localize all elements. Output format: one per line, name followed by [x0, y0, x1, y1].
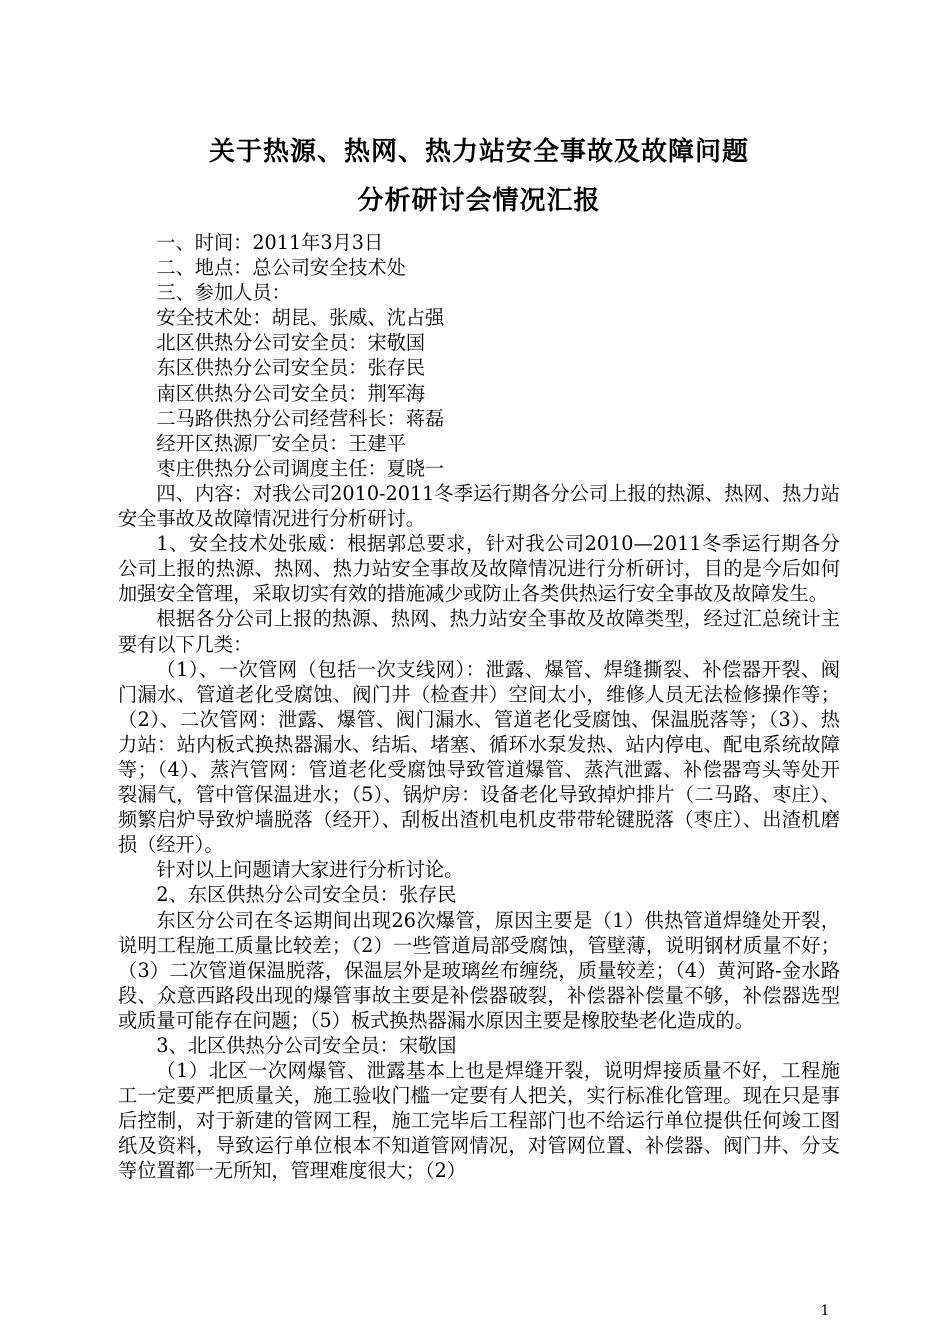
paragraph-speaker-zhangwei: 1、安全技术处张威：根据郭总要求，针对我公司2010—2011冬季运行期各分公司上报的热源、热网、热力站安全事故及故障情况进行分析研讨，目的是今后如何加强安全管理，采取切实有效的措施减少或防止各类供热运行安全事故及故障发生。 [118, 532, 840, 606]
paragraph-north-report: （1）北区一次网爆管、泄露基本上也是焊缝开裂，说明焊接质量不好，工程施工一定要严把质量关，施工验收门槛一定要有人把关，实行标准化管理。现在只是事后控制，对于新建的管网工程，施工完毕后工程部门也不给运行单位提供任何竣工图纸及资料，导致运行单位根本不知道管网情况，对管网位置、补偿器、阀门井、分支等位置都一无所知，管理难度很大；（2） [118, 1059, 840, 1183]
paragraph-participant-ermalu: 二马路供热分公司经营科长：蒋磊 [156, 406, 445, 430]
paragraph-discussion-call: 针对以上问题请大家进行分析讨论。 [156, 858, 464, 882]
page-number: 1 [820, 1303, 830, 1319]
paragraph-speaker-north-heading: 3、北区供热分公司安全员：宋敬国 [156, 1034, 457, 1057]
paragraph-content: 四、内容：对我公司2010-2011冬季运行期各分公司上报的热源、热网、热力站安全事故及故障情况进行分析研讨。 [118, 481, 840, 531]
paragraph-summary-intro: 根据各分公司上报的热源、热网、热力站安全事故及故障类型，经过汇总统计主要有以下几类： [118, 607, 840, 656]
document-title-line-1: 关于热源、热网、热力站安全事故及故障问题 [208, 137, 749, 167]
paragraph-participant-east: 东区供热分公司安全员：张存民 [156, 356, 426, 380]
paragraph-time: 一、时间：2011年3月3日 [156, 231, 384, 254]
paragraph-east-report: 东区分公司在冬运期间出现26次爆管，原因主要是（1）供热管道焊缝处开裂，说明工程施工质量比较差；（2）一些管道局部受腐蚀，管壁薄，说明钢材质量不好；（3）二次管道保温脱落，保温层外是玻璃丝布缠绕，质量较差；（4）黄河路-金水路段、众意西路段出现的爆管事故主要是补偿器破裂，补偿器补偿量不够，补偿器选型或质量可能存在问题；（5）板式换热器漏水原因主要是橡胶垫老化造成的。 [118, 908, 840, 1032]
document-page [118, 128, 840, 1184]
paragraph-participants-heading: 三、参加人员： [156, 281, 291, 305]
paragraph-participant-zaozhuang: 枣庄供热分公司调度主任：夏晓一 [156, 456, 445, 480]
paragraph-location: 二、地点：总公司安全技术处 [156, 256, 406, 280]
document-body [118, 230, 840, 1184]
document-title-line-2: 分析研讨会情况汇报 [357, 186, 601, 216]
paragraph-participant-jingkai: 经开区热源厂安全员：王建平 [156, 431, 406, 455]
paragraph-participant-south: 南区供热分公司安全员：荆军海 [156, 381, 426, 405]
paragraph-fault-categories: （1）、一次管网（包括一次支线网）：泄露、爆管、焊缝撕裂、补偿器开裂、阀门漏水、管道老化受腐蚀、阀门井（检查井）空间太小，维修人员无法检修操作等；（2）、二次管网：泄露、爆管、阀门漏水、管道老化受腐蚀、保温脱落等；（3）、热力站：站内板式换热器漏水、结垢、堵塞、循环水泵发热、站内停电、配电系统故障等；（4）、蒸汽管网：管道老化受腐蚀导致管道爆管、蒸汽泄露、补偿器弯头等处开裂漏气，管中管保温进水；（5）、锅炉房：设备老化导致掉炉排片（二马路、枣庄）、频繁启炉导致炉墙脱落（经开）、刮板出渣机电机皮带带轮键脱落（枣庄）、出渣机磨损（经开）。 [118, 657, 840, 857]
paragraph-speaker-east-heading: 2、东区供热分公司安全员：张存民 [156, 883, 457, 907]
paragraph-participant-safety-dept: 安全技术处：胡昆、张威、沈占强 [156, 306, 445, 330]
paragraph-participant-north: 北区供热分公司安全员：宋敬国 [156, 331, 426, 355]
